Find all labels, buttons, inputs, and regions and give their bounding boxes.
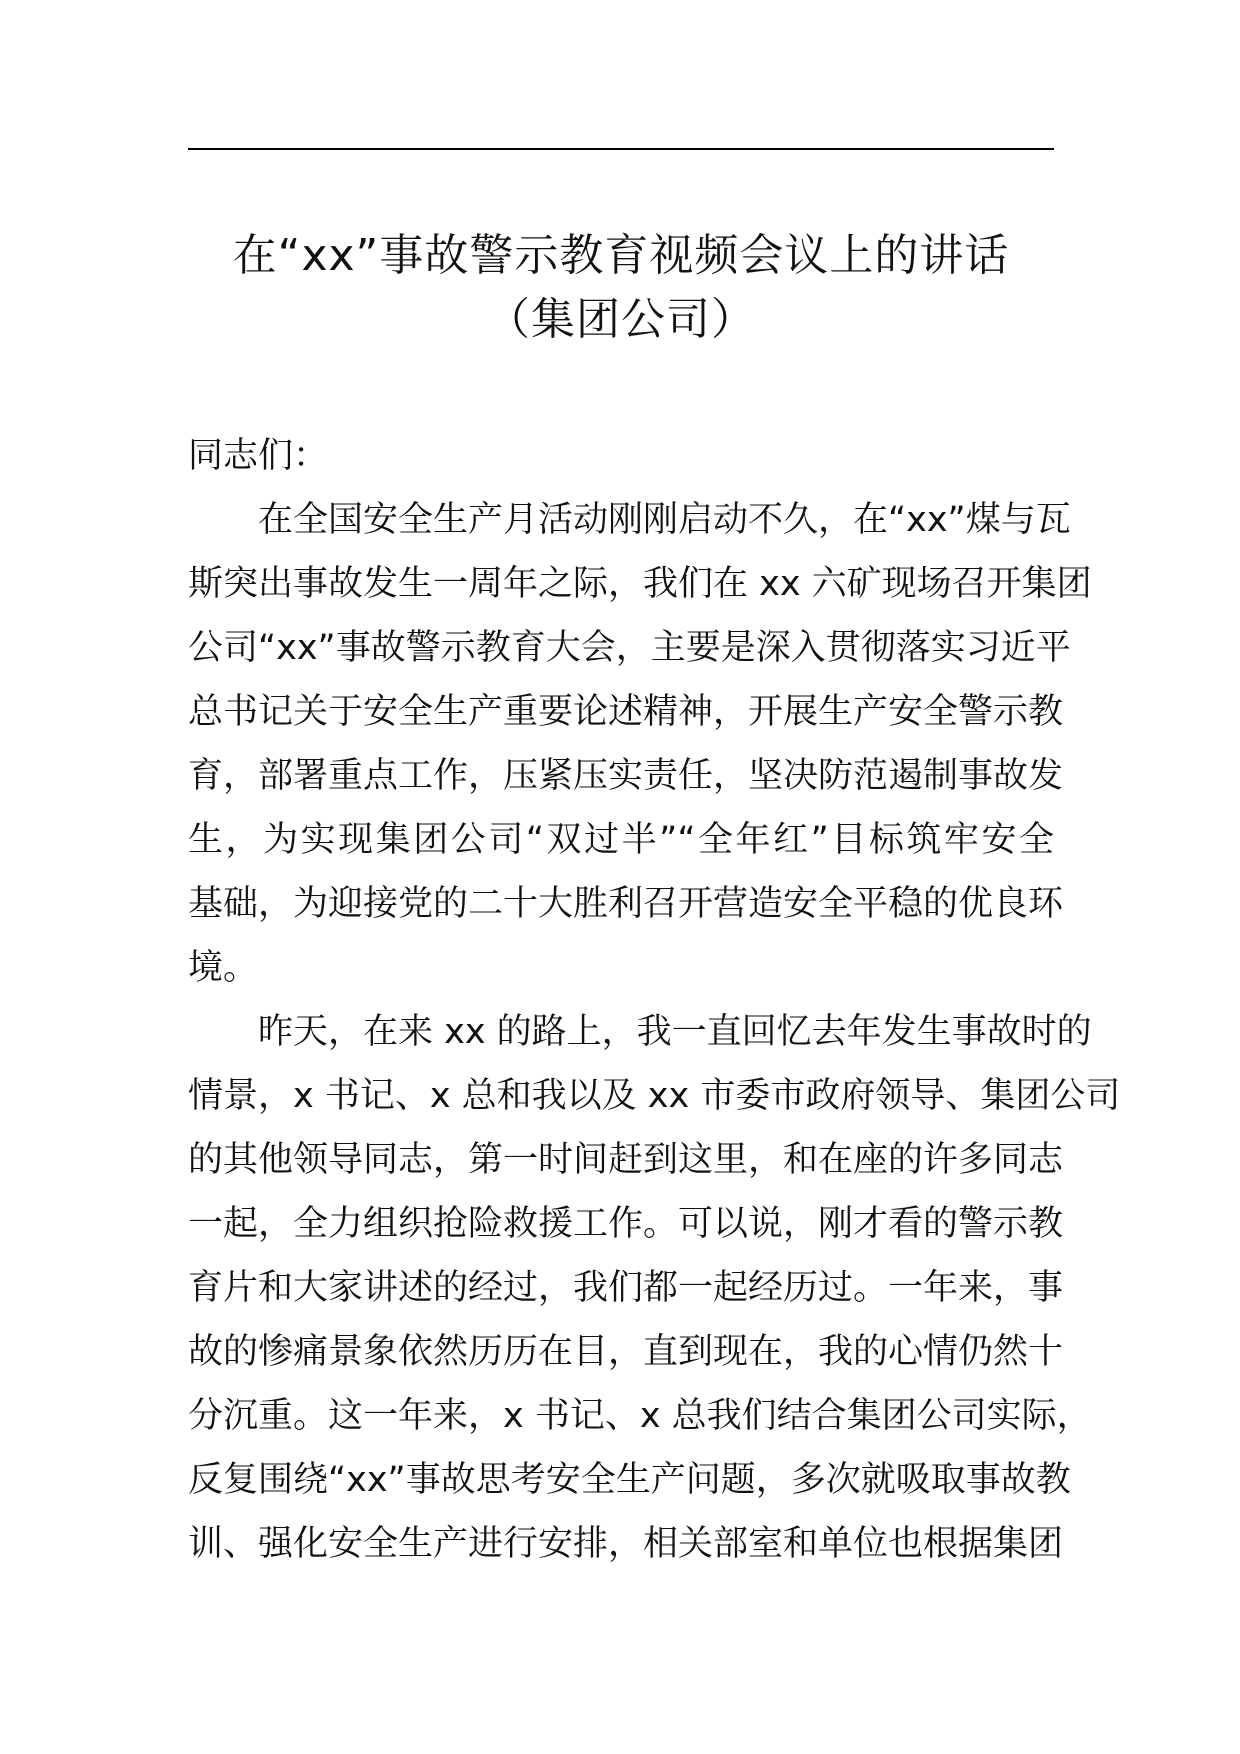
paragraph-1 (188, 488, 1092, 1000)
paragraph-line: 总书记关于安全生产重要论述精神，开展生产安全警示教 (188, 692, 1064, 732)
document-body (188, 424, 1121, 1576)
paragraph-line: 公司“xx”事故警示教育大会，主要是深入贯彻落实习近平 (188, 628, 1071, 668)
paragraph-line: 在全国安全生产月活动刚刚启动不久，在“xx”煤与瓦 (258, 500, 1071, 540)
paragraph-line: 训、强化安全生产进行安排，相关部室和单位也根据集团 (188, 1524, 1064, 1564)
paragraph-line: 育，部署重点工作，压紧压实责任，坚决防范遏制事故发 (188, 756, 1064, 796)
header-rule (188, 148, 1054, 150)
paragraph-2 (188, 1000, 1121, 1576)
salutation: 同志们： (188, 436, 329, 476)
paragraph-line: 斯突出事故发生一周年之际，我们在 xx 六矿现场召开集团 (188, 564, 1092, 604)
paragraph-line: 反复围绕“xx”事故思考安全生产问题，多次就吸取事故教 (188, 1460, 1071, 1500)
paragraph-line: 境。 (188, 948, 259, 988)
paragraph-line: 情景，x 书记、x 总和我以及 xx 市委市政府领导、集团公司 (188, 1076, 1121, 1116)
document-title: 在“xx”事故警示教育视频会议上的讲话 (232, 230, 1010, 281)
document-subtitle: （集团公司） (486, 294, 756, 345)
paragraph-line: 分沉重。这一年来，x 书记、x 总我们结合集团公司实际， (188, 1396, 1092, 1436)
paragraph-line: 生，为实现集团公司“双过半”“全年红”目标筑牢安全 (188, 820, 1054, 860)
paragraph-line: 育片和大家讲述的经过，我们都一起经历过。一年来，事 (188, 1268, 1064, 1308)
paragraph-line: 一起，全力组织抢险救援工作。可以说，刚才看的警示教 (188, 1204, 1064, 1244)
paragraph-line: 故的惨痛景象依然历历在目，直到现在，我的心情仍然十 (188, 1332, 1064, 1372)
paragraph-line: 基础，为迎接党的二十大胜利召开营造安全平稳的优良环 (188, 884, 1064, 924)
title-block (188, 224, 1054, 352)
paragraph-line: 昨天，在来 xx 的路上，我一直回忆去年发生事故时的 (258, 1012, 1092, 1052)
paragraph-line: 的其他领导同志，第一时间赶到这里，和在座的许多同志 (188, 1140, 1064, 1180)
